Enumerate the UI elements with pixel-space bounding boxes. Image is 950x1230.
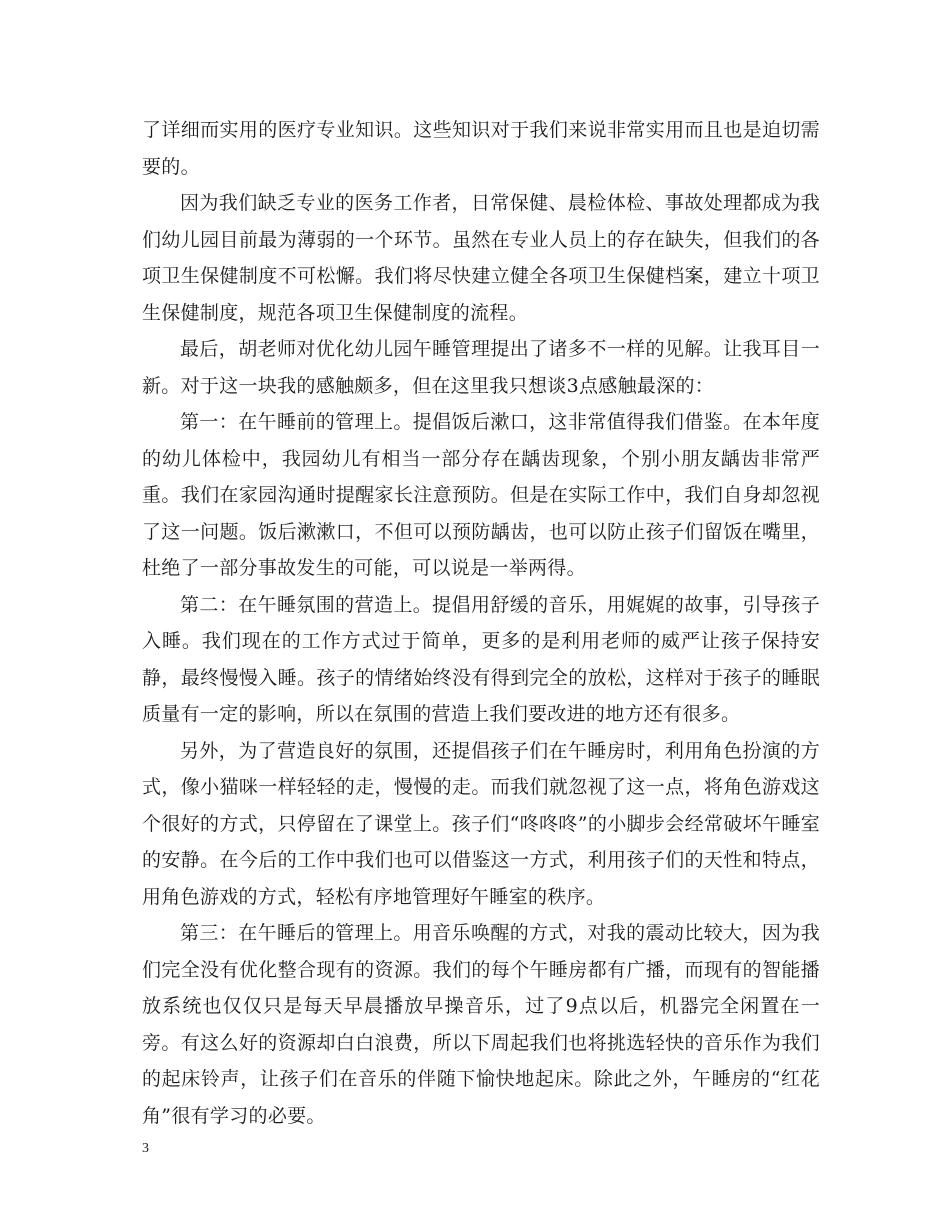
paragraph-7: 第三：在午睡后的管理上。用音乐唤醒的方式，对我的震动比较大，因为我们完全没有优化整合现有的资源。我们的每个午睡房都有广播，而现有的智能播放系统也仅仅只是每天早晨播放早操音乐，过了9点以后，机器完全闲置在一旁。有这么好的资源却白白浪费，所以下周起我们也将挑选轻快的音乐作为我们的起床铃声，让孩子们在音乐的伴随下愉快地起床。除此之外，午睡房的“红花角”很有学习的必要。 <box>142 922 820 1127</box>
paragraph-6: 另外，为了营造良好的氛围，还提倡孩子们在午睡房时，利用角色扮演的方式，像小猫咪一样轻轻的走，慢慢的走。而我们就忽视了这一点，将角色游戏这个很好的方式，只停留在了课堂上。孩子们“咚咚咚”的小脚步会经常破坏午睡室的安静。在今后的工作中我们也可以借鉴这一方式，利用孩子们的天性和特点，用角色游戏的方式，轻松有序地管理好午睡室的秩序。 <box>142 739 820 908</box>
page-number: 3 <box>142 1141 149 1156</box>
paragraph-5: 第二：在午睡氛围的营造上。提倡用舒缓的音乐，用娓娓的故事，引导孩子入睡。我们现在的工作方式过于简单，更多的是利用老师的威严让孩子保持安静，最终慢慢入睡。孩子的情绪始终没有得到完全的放松，这样对于孩子的睡眠质量有一定的影响，所以在氛围的营造上我们要改进的地方还有很多。 <box>142 593 820 725</box>
body-text <box>142 112 820 1134</box>
paragraph-1: 了详细而实用的医疗专业知识。这些知识对于我们来说非常实用而且也是迫切需要的。 <box>142 119 820 178</box>
paragraph-3: 最后，胡老师对优化幼儿园午睡管理提出了诸多不一样的见解。让我耳目一新。对于这一块我的感触颇多，但在这里我只想谈3点感触最深的： <box>142 338 820 397</box>
paragraph-2: 因为我们缺乏专业的医务工作者，日常保健、晨检体检、事故处理都成为我们幼儿园目前最为薄弱的一个环节。虽然在专业人员上的存在缺失，但我们的各项卫生保健制度不可松懈。我们将尽快建立健全各项卫生保健档案，建立十项卫生保健制度，规范各项卫生保健制度的流程。 <box>142 192 820 324</box>
paragraph-4: 第一：在午睡前的管理上。提倡饭后漱口，这非常值得我们借鉴。在本年度的幼儿体检中，我园幼儿有相当一部分存在龋齿现象，个别小朋友龋齿非常严重。我们在家园沟通时提醒家长注意预防。但是在实际工作中，我们自身却忽视了这一问题。饭后漱漱口，不但可以预防龋齿，也可以防止孩子们留饭在嘴里，杜绝了一部分事故发生的可能，可以说是一举两得。 <box>142 411 820 579</box>
